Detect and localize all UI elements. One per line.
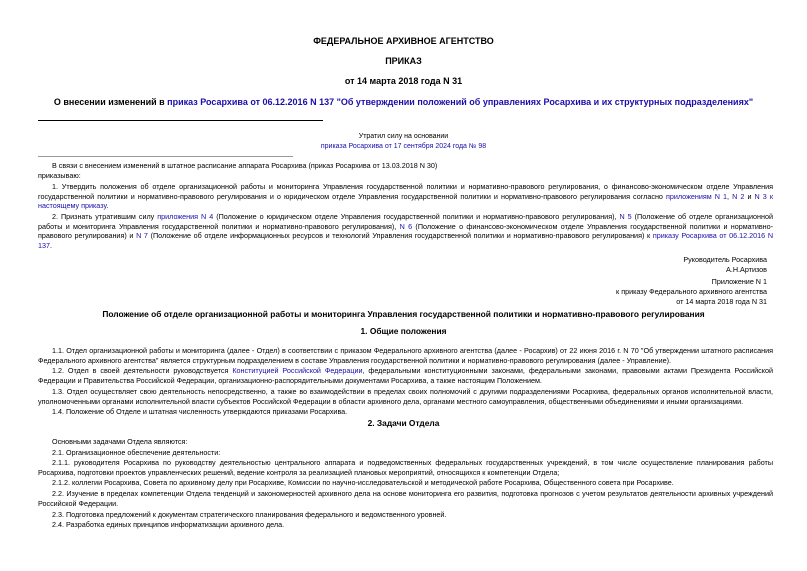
clause-2-1-2: 2.1.2. коллегии Росархива, Совета по архивному делу при Росархиве, Комиссии по научно-исследовательской и методической работе Росархива, Общественного совета при Росархиве.	[52, 478, 674, 487]
appendix-6-link[interactable]: N 6	[399, 221, 413, 231]
order-title-prefix: О внесении изменений в	[53, 97, 168, 107]
order-title	[0, 97, 807, 108]
agency-name: ФЕДЕРАЛЬНОЕ АРХИВНОЕ АГЕНТСТВО	[313, 36, 494, 46]
appendix-3-link[interactable]: N 3 к настоящему приказу	[38, 191, 774, 211]
clause-2-2: 2.2. Изучение в пределах компетенции Отдела тенденций и закономерностей архивного дела на основе мониторинга его развития, подготовка прогнозов с учетом результатов деятельности архивных учреждений Российской Федерации.	[38, 489, 773, 508]
appendix-date: от 14 марта 2018 года N 31	[676, 297, 767, 306]
clause-1-3: 1.3. Отдел осуществляет свою деятельность непосредственно, а также во взаимодействии в пределах своих полномочий с другими подразделениями Росархива, федеральных органов исполнительной власти, уполномоченными органами исполнительной власти субъектов Российской Федерации в области архивного дела, органами местного самоуправления, общественными объединениями и иными организациями.	[38, 387, 773, 406]
clause-2-3: 2.3. Подготовка предложений к документам стратегического планирования федерального и ведомственного уровней.	[52, 510, 447, 519]
document-type: ПРИКАЗ	[385, 56, 422, 66]
tasks-intro: Основными задачами Отдела являются:	[52, 437, 188, 446]
status-separator	[38, 156, 293, 157]
preamble: В связи с внесением изменений в штатное расписание аппарата Росархива (приказ Росархива от 13.03.2018 N 30)	[52, 161, 438, 170]
order-137-link[interactable]: приказу Росархива от 06.12.2016 N 137	[38, 231, 774, 250]
clause-1: 1. Утвердить положения об отделе организационной работы и мониторинга Управления государственной политики и нормативно-правового регулирования, о финансово-экономическом отделе Управления государственной политики и нормативно-правового регулирования и о юридическом отделе Управления государственной политики и нормативно-правового регулирования согласно приложениям N 1, N 2 и N 3 к настоящему приказу.	[38, 182, 774, 211]
order-verb: приказываю:	[38, 171, 81, 180]
repeal-order-link[interactable]: приказа Росархива от 17 сентября 2024 года № 98	[320, 143, 487, 150]
title-separator	[38, 120, 323, 121]
clause-2-1-1: 2.1.1. руководителя Росархива по руководству деятельностью центрального аппарата и подведомственных федеральных государственных учреждений, в том числе осуществление планирования работы Росархива, подготовки проектов управленческих решений, ведение контроля за реализацией плановых мероприятий, относящихся к компетенции Отдела;	[38, 458, 773, 477]
amended-order-link[interactable]: приказ Росархива от 06.12.2016 N 137 "Об утверждении положений об управлениях Росархива и их структурных подразделениях"	[167, 97, 754, 107]
appendix-1-link[interactable]: приложениям N 1	[666, 191, 728, 201]
clause-2-1: 2.1. Организационное обеспечение деятельности:	[52, 448, 221, 457]
appendix-reference: к приказу Федерального архивного агентства	[616, 287, 767, 296]
status-note: Утратил силу на основании	[358, 133, 449, 140]
appendix-number: Приложение N 1	[711, 277, 767, 286]
constitution-link[interactable]: Конституцией Российской Федерации	[232, 366, 363, 375]
appendix-7-link[interactable]: N 7	[136, 231, 148, 241]
clause-1-4: 1.4. Положение об Отделе и штатная численность утверждаются приказами Росархива.	[52, 407, 348, 416]
appendix-4-link[interactable]: приложения N 4	[157, 212, 214, 221]
clause-1-1: 1.1. Отдел организационной работы и мониторинга (далее - Отдел) в соответствии с приказом Федерального архивного агентства (далее - Росархив) от 22 июня 2016 г. N 70 "Об утверждении штатного расписания Федерального архивного агентства" является структурным подразделением в составе Управления государственной политики и нормативно-правового регулирования (далее - Управление).	[38, 346, 773, 365]
signature-name: А.Н.Артизов	[726, 265, 767, 274]
clause-1-2: 1.2. Отдел в своей деятельности руководствуется Конституцией Российской Федерации, федеральными конституционными законами, федеральными законами, правовыми актами Президента Российской Федерации и Правительства Российской Федерации, организационно-распорядительными документами Росархива, а также настоящим Положением.	[38, 366, 774, 385]
section-1-heading: 1. Общие положения	[360, 326, 447, 336]
regulation-title: Положение об отделе организационной работы и мониторинга Управления государственной политики и нормативно-правового регулирования	[102, 309, 705, 319]
section-2-heading: 2. Задачи Отдела	[367, 418, 440, 428]
signature-position: Руководитель Росархива	[683, 255, 767, 264]
order-date: от 14 марта 2018 года N 31	[344, 76, 463, 86]
clause-2: 2. Признать утратившим силу приложения N 4 (Положение о юридическом отделе Управления государственной политики и нормативно-правового регулирования), N 5 (Положение об отделе организационной работы и мониторинга Управления государственной политики и нормативно-правового регулирования), N 6 (Положение о финансово-экономическом отделе Управления государственной политики и нормативно-правового регулирования) и N 7 (Положение об отделе информационных ресурсов и технологий Управления государственной политики и нормативно-правового регулирования) к приказу Росархива от 06.12.2016 N 137.	[38, 212, 774, 250]
status-note-link-row	[0, 142, 807, 152]
appendix-2-link[interactable]: N 2	[732, 191, 745, 201]
clause-2-4: 2.4. Разработка единых принципов информатизации архивного дела.	[52, 520, 285, 529]
appendix-5-link[interactable]: N 5	[619, 212, 632, 221]
